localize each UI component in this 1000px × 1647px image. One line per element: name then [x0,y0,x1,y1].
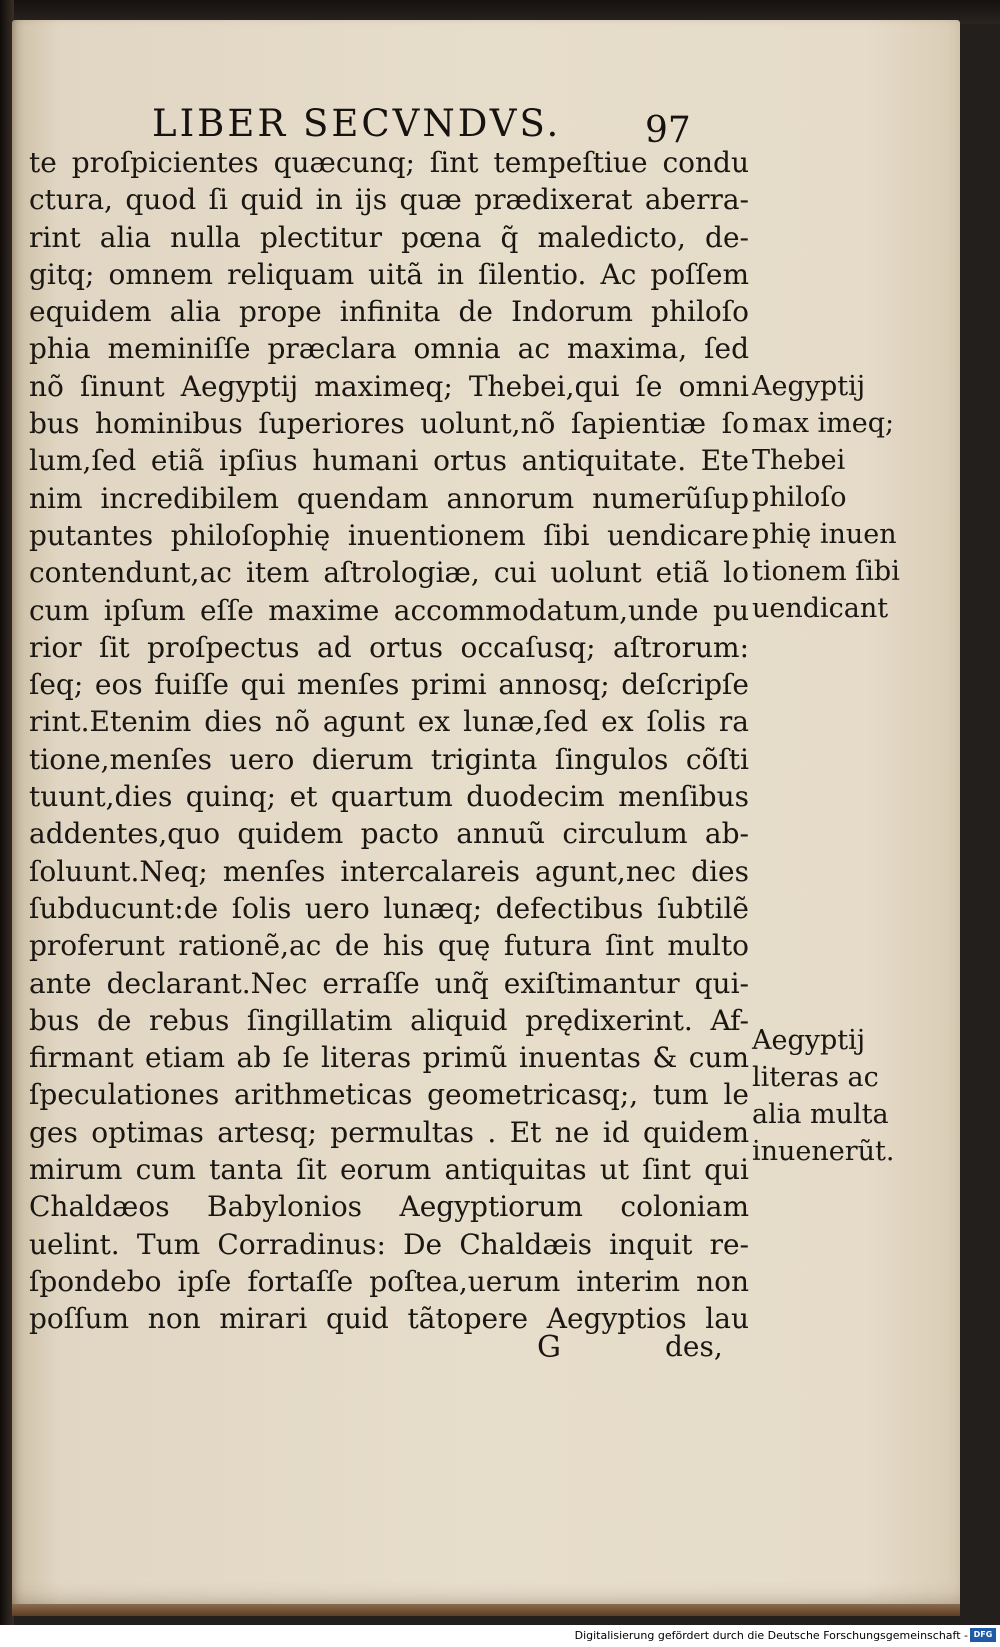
text-line: putantes philoſophię inuentionem ſibi uendicare [29,518,749,552]
marginal-note-line: alia multa [752,1099,889,1130]
text-line: bus hominibus ſuperiores uolunt,nõ ſapientiæ ſo [29,407,749,441]
marginal-note-line: phię inuen [752,519,897,550]
main-text-block [29,144,749,1338]
catchword: des, [665,1330,723,1363]
text-line: rint alia nulla plectitur pœna q̃ maledicto, de- [29,220,749,254]
text-line: tione,menſes uero dierum triginta ſingulos cõſti [29,742,749,776]
text-line: tuunt,dies quinq; et quartum duodecim menſibus [29,780,749,814]
page-bottom-edge [12,1604,960,1616]
text-line: ante declarant.Nec erraſſe unq̃ exiſtimantur qui- [29,966,749,1000]
funding-credit: Digitalisierung gefördert durch die Deutsche Forschungsgemeinschaft - [574,1629,968,1642]
marginal-note-line: uendicant [752,593,889,624]
dfg-logo-icon: DFG [970,1628,996,1642]
text-line: ſubducunt:de ſolis uero lunæq; defectibus ſubtilẽ [29,891,749,925]
text-line: ſeq; eos fuiſſe qui menſes primi annosq; deſcripſe [29,668,749,702]
text-line: contendunt,ac item aſtrologiæ, cui uolunt etiã lo [29,556,749,590]
text-line: ſpondebo ipſe fortaſſe poſtea,uerum interim non [29,1264,749,1298]
marginal-note [752,368,912,627]
text-line: uelint. Tum Corradinus: De Chaldæis inquit re- [29,1227,749,1261]
text-line: nim incredibilem quendam annorum numerũſup [29,481,749,515]
text-line: ſpeculationes arithmeticas geometricasq;, tum le [29,1078,749,1112]
text-line: ſoluunt.Neq; menſes intercalareis agunt,nec dies [29,854,749,888]
text-line: lum,ſed etiã ipſius humani ortus antiquitate. Ete [29,444,749,478]
page-header [0,82,960,151]
text-line: ges optimas artesq; permultas . Et ne id quidem [29,1115,749,1149]
text-line: rint.Etenim dies nõ agunt ex lunæ,ſed ex ſolis ra [29,705,749,739]
text-line: firmant etiam ab ſe literas primũ inuentas & cum [29,1041,749,1075]
text-line: bus de rebus ſingillatim aliquid prędixerint. Af- [29,1003,749,1037]
marginal-note-line: inuenerũt. [752,1136,895,1167]
text-line: te proſpicientes quæcunq; ſint tempeſtiue condu [29,146,749,179]
marginal-note-line: max imeq; [752,408,895,439]
text-line: poſſum non mirari quid tãtopere Aegyptios lau [29,1302,749,1336]
signature-mark: G [537,1330,561,1365]
text-line: ctura, quod ſi quid in ijs quæ prædixerat aberra- [29,183,749,217]
text-line: cum ipſum eſſe maxime accommodatum,unde pu [29,593,749,627]
text-line: nõ ſinunt Aegyptij maximeq; Thebei,qui ſe omni [29,369,749,403]
text-line: rior ſit proſpectus ad ortus occaſusq; aſtrorum: [29,630,749,664]
catchword-line [29,1330,729,1370]
footer-bar [0,1625,1000,1647]
marginal-note-line: Aegyptij [752,371,866,402]
marginal-note-line: tionem ſibi [752,556,900,587]
text-line: addentes,quo quidem pacto annuũ circulum ab- [29,817,749,851]
text-line: proferunt rationẽ,ac de his quę futura ſint multo [29,929,749,963]
text-line: mirum cum tanta ſit eorum antiquitas ut ſint qui [29,1153,749,1187]
marginal-note-line: literas ac [752,1062,879,1093]
marginal-note-line: Aegyptij [752,1025,866,1056]
marginal-note [752,1022,912,1170]
running-head: LIBER SECVNDVS. [152,102,562,145]
text-line: equidem alia prope infinita de Indorum philoſo [29,295,749,329]
page-number: 97 [645,110,691,151]
text-line: gitq; omnem reliquam uitã in ſilentio. Ac poſſem [29,257,749,291]
text-line: Chaldæos Babylonios Aegyptiorum coloniam [29,1190,749,1224]
marginal-note-line: Thebei [752,445,846,476]
text-line: phia meminiſſe præclara omnia ac maxima, ſed [29,332,749,366]
marginal-note-line: philoſo [752,482,847,513]
